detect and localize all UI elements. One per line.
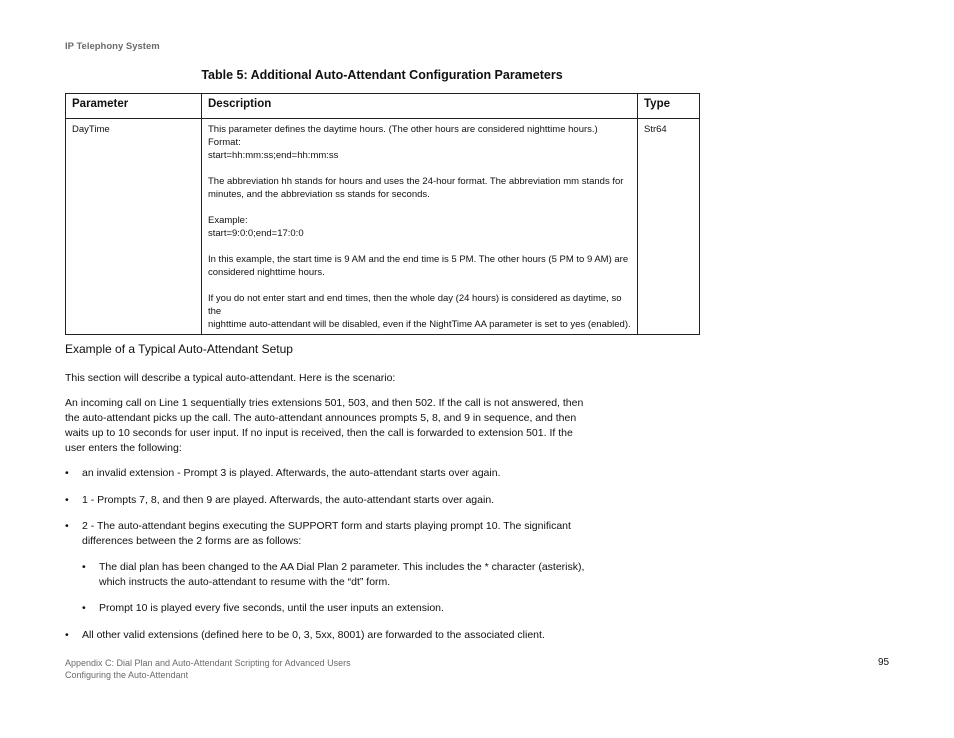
cell-description [202, 119, 638, 335]
paragraph-gap [208, 201, 631, 214]
description-line: This parameter defines the daytime hours. (The other hours are considered nighttime hours.) [208, 124, 598, 135]
description-line: start=hh:mm:ss;end=hh:mm:ss [208, 150, 339, 161]
footer-line: Appendix C: Dial Plan and Auto-Attendant Scripting for Advanced Users [65, 658, 351, 668]
running-footer [65, 657, 351, 681]
bullet-dot: • [82, 561, 86, 573]
bullet-text: Prompt 10 is played every five seconds, until the user inputs an extension. [99, 602, 444, 614]
bullet-text: All other valid extensions (defined here to be 0, 3, 5xx, 8001) are forwarded to the associated client. [82, 629, 545, 641]
footer-line: Configuring the Auto-Attendant [65, 670, 189, 680]
description-line: start=9:0:0;end=17:0:0 [208, 228, 304, 239]
paragraph-gap [208, 279, 631, 292]
description-line: The abbreviation hh stands for hours and uses the 24-hour format. The abbreviation mm stands for [208, 176, 624, 187]
column-header-description: Description [202, 94, 638, 119]
bullet-dot: • [65, 494, 69, 506]
description-line: In this example, the start time is 9 AM and the end time is 5 PM. The other hours (5 PM to 9 AM) are [208, 254, 629, 265]
running-header: IP Telephony System [65, 41, 160, 52]
page-number: 95 [878, 657, 890, 668]
table-header-row [66, 94, 700, 119]
table-caption: Table 5: Additional Auto-Attendant Configuration Parameters [201, 68, 563, 82]
bullet-text [82, 519, 571, 549]
description-line: If you do not enter start and end times, then the whole day (24 hours) is considered as daytime, so the [208, 293, 622, 317]
bullet-text: an invalid extension - Prompt 3 is played. Afterwards, the auto-attendant starts over again. [82, 467, 501, 479]
bullet-line: 2 - The auto-attendant begins executing the SUPPORT form and starts playing prompt 10. The significant [82, 520, 571, 532]
intro-paragraph: This section will describe a typical auto-attendant. Here is the scenario: [65, 372, 396, 384]
description-line: Example: [208, 215, 248, 226]
description-line: nighttime auto-attendant will be disabled, even if the NightTime AA parameter is set to yes (enabled). [208, 319, 631, 330]
bullet-line: differences between the 2 forms are as follows: [82, 535, 302, 547]
bullet-text: 1 - Prompts 7, 8, and then 9 are played. Afterwards, the auto-attendant starts over again. [82, 494, 495, 506]
scenario-line: waits up to 10 seconds for user input. If no input is received, then the call is forwarded to extension 501. If the [65, 427, 573, 439]
section-heading: Example of a Typical Auto-Attendant Setup [65, 342, 293, 356]
column-header-type: Type [638, 94, 700, 119]
bullet-dot: • [65, 467, 69, 479]
bullet-line: which instructs the auto-attendant to resume with the “dt” form. [99, 576, 391, 588]
paragraph-gap [208, 240, 631, 253]
description-line: Format: [208, 137, 241, 148]
column-header-parameter: Parameter [66, 94, 202, 119]
scenario-line: user enters the following: [65, 442, 182, 454]
parameters-table [65, 93, 700, 335]
bullet-dot: • [65, 520, 69, 532]
description-line: minutes, and the abbreviation ss stands for seconds. [208, 189, 430, 200]
bullet-line: The dial plan has been changed to the AA Dial Plan 2 parameter. This includes the * character (asterisk), [99, 561, 585, 573]
bullet-dot: • [82, 602, 86, 614]
scenario-paragraph [65, 396, 590, 456]
table-row [66, 119, 700, 335]
cell-type: Str64 [638, 119, 700, 335]
scenario-line: An incoming call on Line 1 sequentially tries extensions 501, 503, and then 502. If the call is not answered, then [65, 397, 584, 409]
scenario-line: the auto-attendant picks up the call. The auto-attendant announces prompts 5, 8, and 9 in sequence, and then [65, 412, 577, 424]
description-line: considered nighttime hours. [208, 267, 325, 278]
bullet-dot: • [65, 629, 69, 641]
cell-parameter: DayTime [66, 119, 202, 335]
bullet-text [99, 560, 584, 590]
paragraph-gap [208, 162, 631, 175]
